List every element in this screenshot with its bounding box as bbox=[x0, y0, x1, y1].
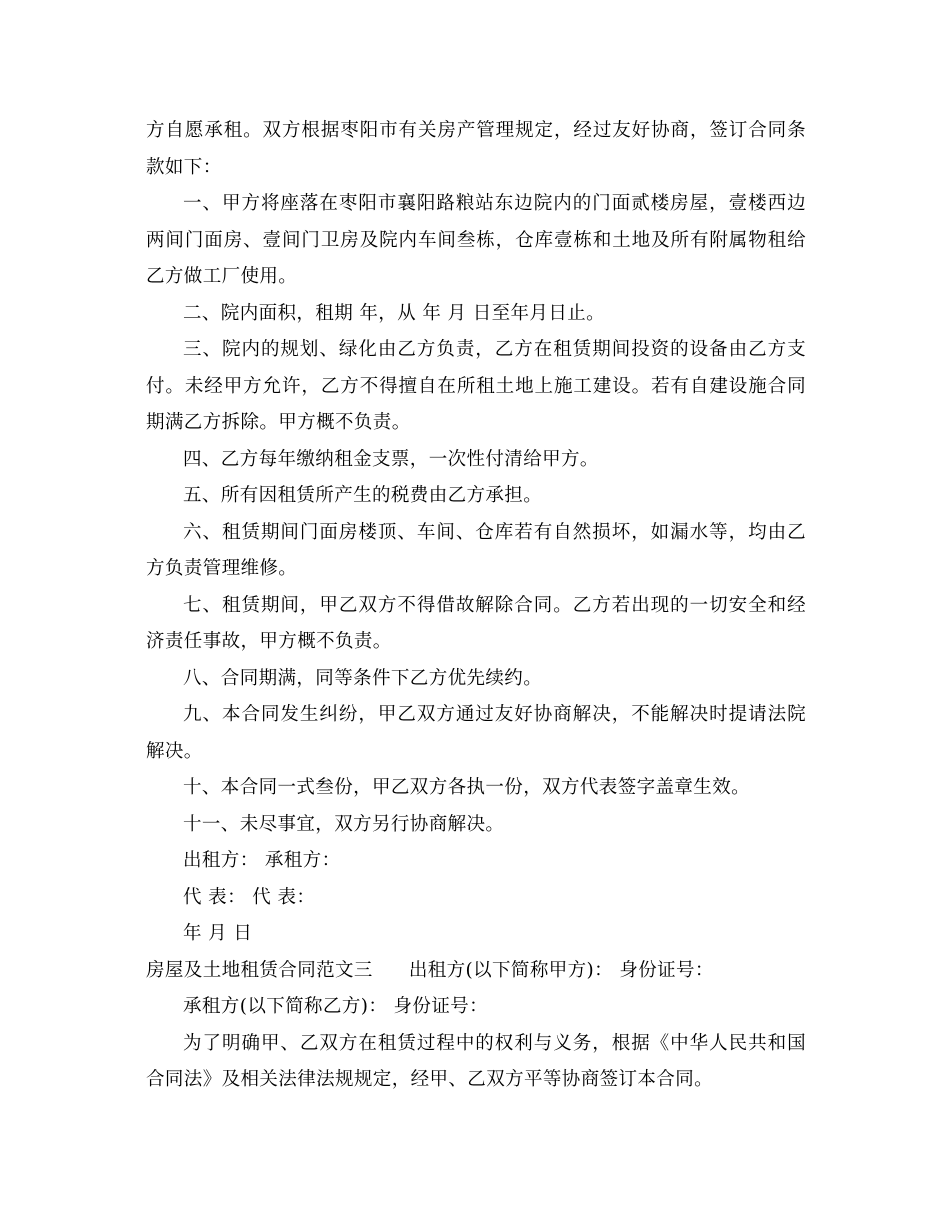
clause-3: 三、院内的规划、绿化由乙方负责，乙方在租赁期间投资的设备由乙方支付。未经甲方允许，乙方不得擅自在所租土地上施工建设。若有自建设施合同期满乙方拆除。甲方概不负责。 bbox=[146, 339, 806, 433]
paragraph-intro: 方自愿承租。双方根据枣阳市有关房产管理规定，经过友好协商，签订合同条款如下： bbox=[146, 120, 806, 178]
signature-representatives: 代 表： 代 表： bbox=[183, 886, 316, 908]
section-lessor: 出租方(以下简称甲方)： 身份证号： bbox=[408, 959, 714, 981]
clause-1: 一、甲方将座落在枣阳市襄阳路粮站东边院内的门面贰楼房屋，壹楼西边两间门面房、壹间门卫房及院内车间叁栋，仓库壹栋和土地及所有附属物租给乙方做工厂使用。 bbox=[146, 193, 806, 287]
lessee-line: 承租方(以下简称乙方)： 身份证号： bbox=[183, 996, 489, 1017]
clause-4: 四、乙方每年缴纳租金支票，一次性付清给甲方。 bbox=[183, 448, 599, 470]
clause-2: 二、院内面积，租期 年，从 年 月 日至年月日止。 bbox=[183, 302, 606, 324]
clause-10: 十、本合同一式叁份，甲乙双方各执一份，双方代表签字盖章生效。 bbox=[183, 777, 751, 798]
clause-5: 五、所有因租赁所产生的税费由乙方承担。 bbox=[183, 485, 543, 506]
signature-date: 年 月 日 bbox=[183, 923, 253, 944]
document-body bbox=[146, 113, 806, 1099]
preamble: 为了明确甲、乙双方在租赁过程中的权利与义务，根据《中华人民共和国合同法》及相关法律法规规定，经甲、乙双方平等协商签订本合同。 bbox=[146, 1032, 806, 1090]
signature-parties: 出租方： 承租方： bbox=[183, 850, 341, 871]
clause-11: 十一、未尽事宜，双方另行协商解决。 bbox=[183, 813, 505, 835]
section-heading-line bbox=[146, 953, 806, 990]
clause-6: 六、租赁期间门面房楼顶、车间、仓库若有自然损坏，如漏水等，均由乙方负责管理维修。 bbox=[146, 521, 806, 579]
clause-7: 七、租赁期间，甲乙双方不得借故解除合同。乙方若出现的一切安全和经济责任事故，甲方概不负责。 bbox=[146, 594, 806, 652]
clause-8: 八、合同期满，同等条件下乙方优先续约。 bbox=[183, 667, 543, 689]
clause-9: 九、本合同发生纠纷，甲乙双方通过友好协商解决，不能解决时提请法院解决。 bbox=[146, 704, 806, 762]
section-title: 房屋及土地租赁合同范文三 bbox=[146, 959, 373, 981]
